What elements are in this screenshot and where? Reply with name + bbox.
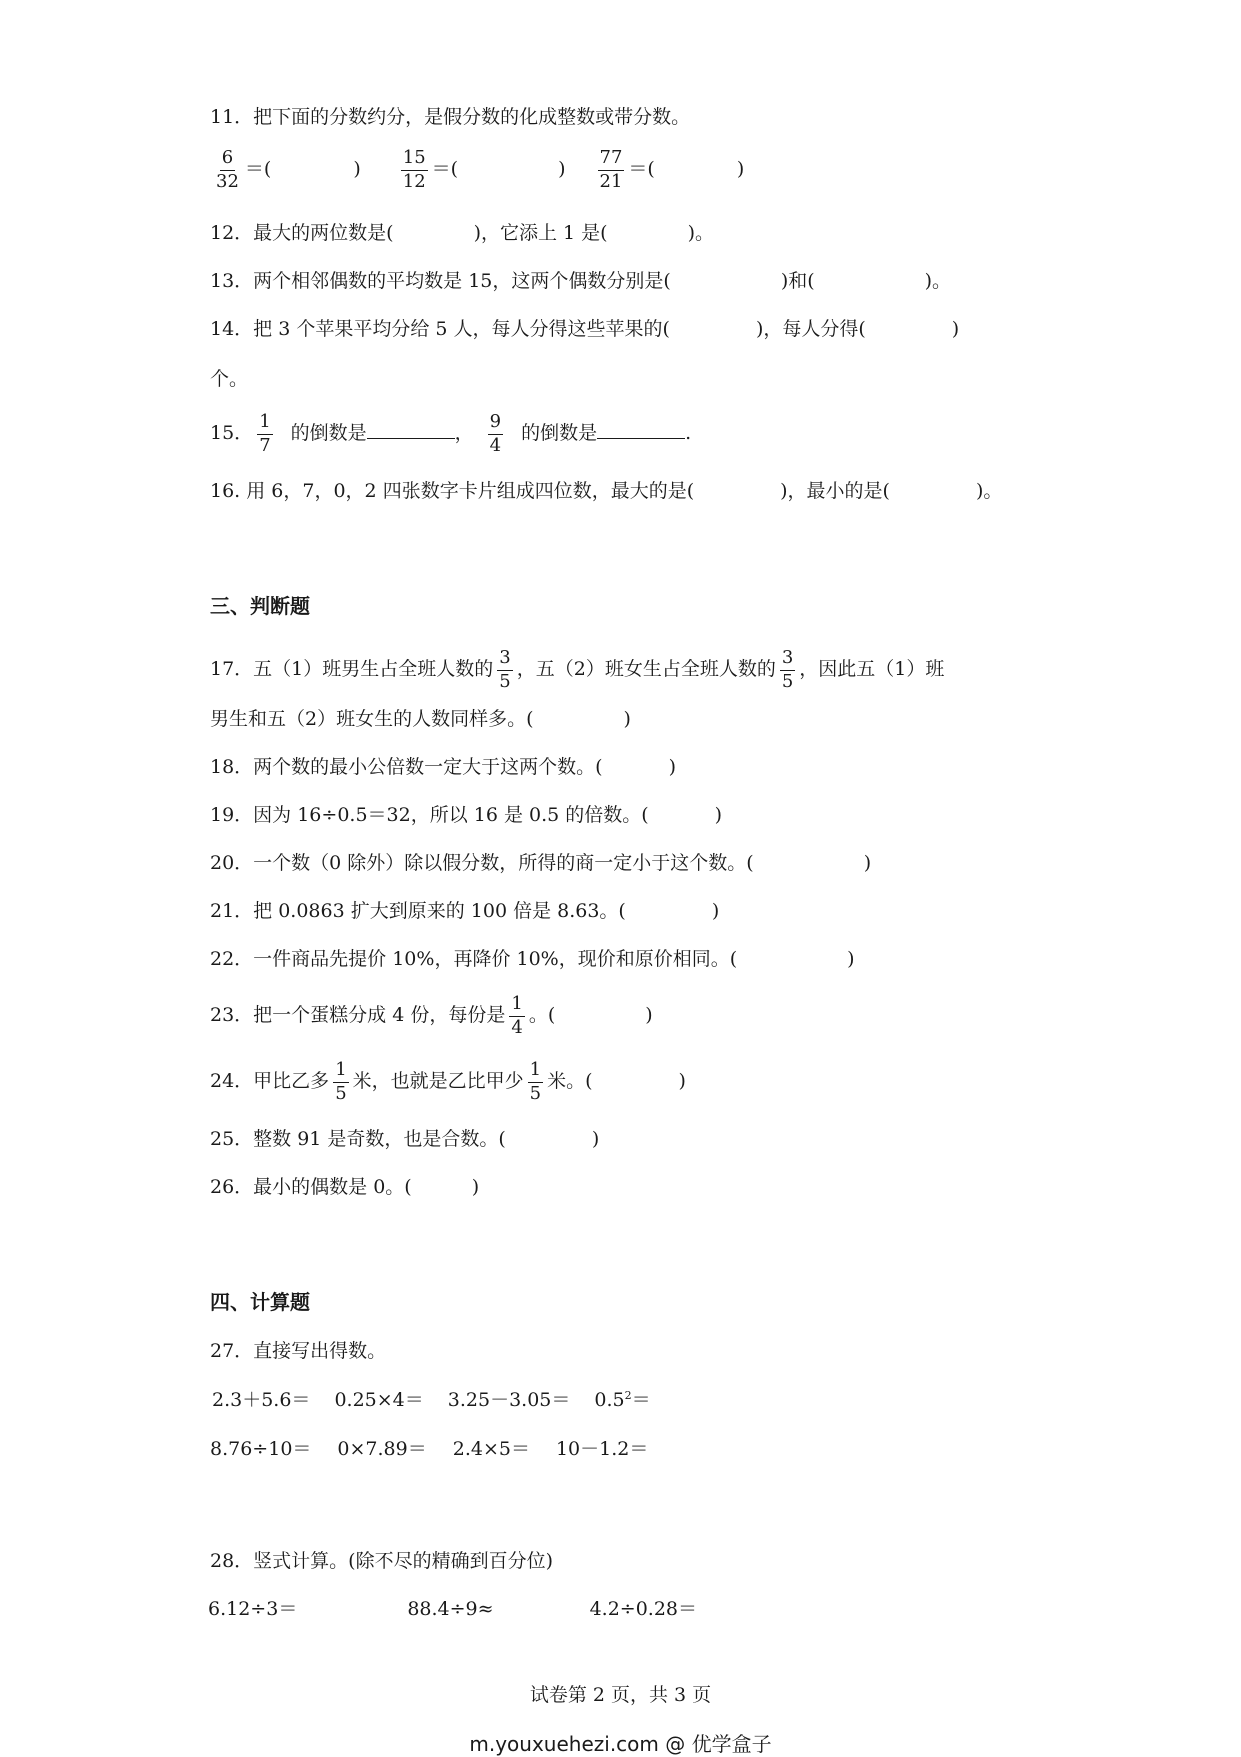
question-28-items: 6.12÷3＝ 88.4÷9≈ 4.2÷0.28＝ — [208, 1598, 698, 1620]
fraction-77-21: $\frac{77}{21}$ — [599, 147, 623, 192]
question-27-title: 27．直接写出得数。 — [210, 1340, 387, 1362]
page-footer: 试卷第 2 页，共 3 页 — [529, 1684, 712, 1706]
question-19: 19．因为 16÷0.5＝32，所以 16 是 0.5 的倍数。( ) — [210, 804, 723, 826]
question-28-title: 28．竖式计算。(除不尽的精确到百分位) — [210, 1550, 554, 1572]
fraction-1-5: $\frac{1}{5}$ — [335, 1059, 347, 1104]
brand-watermark: m.youxuehezi.com @ 优学盒子 — [469, 1732, 772, 1756]
question-12: 12．最大的两位数是( )，它添上 1 是( )。 — [210, 222, 715, 244]
question-21: 21．把 0.0863 扩大到原来的 100 倍是 8.63。( ) — [210, 900, 720, 922]
answer-blank — [597, 420, 685, 439]
fraction-1-5: $\frac{1}{5}$ — [529, 1059, 542, 1104]
section-heading-calculation: 四、计算题 — [210, 1290, 310, 1314]
fraction-3-5: $\frac{3}{5}$ — [781, 647, 794, 692]
question-13: 13．两个相邻偶数的平均数是 15，这两个偶数分别是( )和( )。 — [210, 270, 952, 292]
answer-blank — [367, 420, 455, 439]
question-17-cont: 男生和五（2）班女生的人数同样多。( ) — [210, 708, 631, 730]
question-27-row-2: 8.76÷10＝ 0×7.89＝ 2.4×5＝ 10－1.2＝ — [210, 1438, 649, 1460]
question-23: 23．把一个蛋糕分成 4 份，每份是 $\frac{1}{4}$ 。( ) — [210, 993, 653, 1038]
question-16: 16. 用 6，7，0，2 四张数字卡片组成四位数，最大的是( )，最小的是( )。 — [210, 480, 1003, 502]
question-14-cont: 个。 — [210, 368, 249, 390]
fraction-3-5: $\frac{3}{5}$ — [499, 647, 511, 692]
question-18: 18．两个数的最小公倍数一定大于这两个数。( ) — [210, 756, 677, 778]
question-20: 20．一个数（0 除外）除以假分数，所得的商一定小于这个数。( ) — [210, 852, 872, 874]
section-heading-judgment: 三、判断题 — [210, 594, 310, 618]
fraction-15-12: $\frac{15}{12}$ — [402, 147, 426, 192]
fraction-6-32: $\frac{6}{32}$ — [216, 147, 239, 192]
question-25: 25．整数 91 是奇数，也是合数。( ) — [210, 1128, 600, 1150]
question-11-title: 11．把下面的分数约分，是假分数的化成整数或带分数。 — [210, 106, 691, 128]
question-27-row-1: $2.3+5.6= 0.25\times 4= 3.25-3.05= 0.5^2=$ — [212, 1389, 651, 1411]
fraction-9-4: $\frac{9}{4}$ — [489, 411, 502, 456]
fraction-1-4: $\frac{1}{4}$ — [511, 993, 523, 1038]
question-17: 17．五（1）班男生占全班人数的 $\frac{3}{5}$ ，五（2）班女生占全班人数的 $\frac{3}{5}$ ，因此五（1）班 — [210, 647, 945, 692]
question-15: 15． $\frac{1}{7}$ 的倒数是 ， $\frac{9}{4}$ 的倒数是 . — [210, 411, 692, 456]
question-26: 26．最小的偶数是 0。( ) — [210, 1176, 480, 1198]
question-22: 22．一件商品先提价 10%，再降价 10%，现价和原价相同。( ) — [210, 948, 855, 970]
question-14: 14．把 3 个苹果平均分给 5 人，每人分得这些苹果的( )，每人分得( ) — [210, 318, 960, 340]
fraction-1-7: $\frac{1}{7}$ — [259, 411, 271, 456]
question-24: 24．甲比乙多 $\frac{1}{5}$ 米，也就是乙比甲少 $\frac{1}{5}$ 米。( ) — [210, 1059, 686, 1104]
question-11-fractions: $\frac{6}{32}$ ＝( ) $\frac{15}{12}$ ＝( ) $\frac{77}{21}$ ＝( ) — [216, 147, 745, 192]
